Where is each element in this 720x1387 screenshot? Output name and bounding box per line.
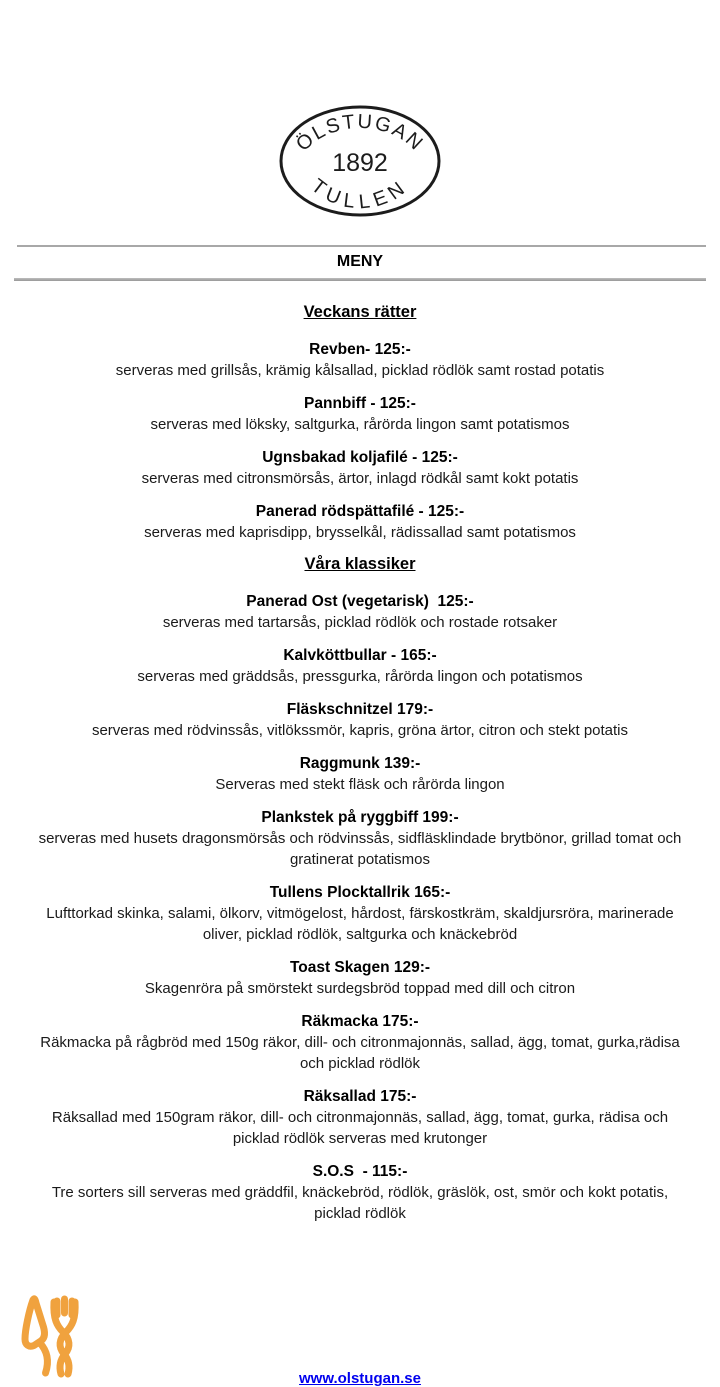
menu-item-toast-skagen bbox=[36, 957, 684, 999]
menu-item-description: Räkmacka på rågbröd med 150g räkor, dill- och citronmajonnäs, sallad, ägg, tomat, gurka,rädisa och picklad rödlök bbox=[40, 1034, 680, 1072]
menu-item-name: Panerad rödspättafilé - 125:- bbox=[255, 503, 465, 520]
menu-item-description: serveras med gräddsås, pressgurka, rårörda lingon och potatismos bbox=[137, 668, 583, 685]
menu-item-flaskschnitzel bbox=[36, 699, 684, 741]
menu-item-pannbiff bbox=[36, 393, 684, 435]
menu-item-raksallad bbox=[36, 1086, 684, 1149]
menu-item-name: Fläskschnitzel 179:- bbox=[286, 701, 434, 718]
menu-item-description: serveras med rödvinssås, vitlökssmör, kapris, gröna ärtor, citron och stekt potatis bbox=[91, 722, 629, 739]
menu-item-name: Raggmunk 139:- bbox=[299, 755, 421, 772]
menu-item-description: Serveras med stekt fläsk och rårörda lingon bbox=[215, 776, 505, 793]
menu-item-description: Räksallad med 150gram räkor, dill- och citronmajonnäs, sallad, ägg, tomat, gurka, rädisa och picklad rödlök serveras med krutonger bbox=[51, 1109, 669, 1147]
menu-title: MENY bbox=[336, 253, 384, 270]
menu-item-name: Revben- 125:- bbox=[309, 341, 411, 358]
menu-item-name: Panerad Ost (vegetarisk) 125:- bbox=[246, 593, 474, 610]
menu-item-name: Toast Skagen 129:- bbox=[289, 959, 431, 976]
menu-item-name: Kalvköttbullar - 165:- bbox=[283, 647, 437, 664]
menu-item-description: serveras med grillsås, krämig kålsallad, picklad rödlök samt rostad potatis bbox=[115, 362, 605, 379]
menu-item-kalvkottbullar bbox=[36, 645, 684, 687]
menu-item-name: Tullens Plocktallrik 165:- bbox=[269, 884, 451, 901]
menu-item-description: serveras med kaprisdipp, brysselkål, rädissallad samt potatismos bbox=[144, 524, 576, 541]
cutlery-logo-icon bbox=[18, 1293, 84, 1379]
restaurant-stamp-logo bbox=[278, 104, 442, 218]
menu-item-description: serveras med citronsmörsås, ärtor, inlagd rödkål samt kokt potatis bbox=[141, 470, 579, 487]
menu-item-description: Lufttorkad skinka, salami, ölkorv, vitmögelost, hårdost, färskostkräm, skaldjursröra, marinerade oliver, picklad rödlök, saltgurka och knäckebröd bbox=[46, 905, 674, 943]
menu-item-name: S.O.S - 115:- bbox=[312, 1163, 408, 1180]
menu-item-raggmunk bbox=[36, 753, 684, 795]
menu-item-rodspattafile bbox=[36, 501, 684, 543]
menu-item-description: serveras med husets dragonsmörsås och rödvinssås, sidfläsklindade brytbönor, grillad tomat och gratinerat potatismos bbox=[38, 830, 682, 868]
menu-item-name: Pannbiff - 125:- bbox=[304, 395, 416, 412]
website-link[interactable]: www.olstugan.se bbox=[299, 1370, 421, 1387]
menu-page bbox=[0, 104, 720, 1387]
menu-item-description: serveras med löksky, saltgurka, rårörda lingon samt potatismos bbox=[150, 416, 570, 433]
stamp-year-text: 1892 bbox=[332, 149, 388, 177]
menu-item-panerad-ost bbox=[36, 591, 684, 633]
menu-item-plocktallrik bbox=[36, 882, 684, 945]
menu-item-rakmacka bbox=[36, 1011, 684, 1074]
stamp-top-text: ÖLSTUGAN bbox=[292, 110, 428, 156]
menu-item-revben bbox=[36, 339, 684, 381]
stamp-bottom-text: TULLEN bbox=[306, 174, 414, 214]
menu-content bbox=[36, 303, 684, 1224]
knife-handle bbox=[40, 1343, 48, 1374]
divider-line-bottom bbox=[14, 278, 706, 281]
menu-item-name: Räkmacka 175:- bbox=[301, 1013, 419, 1030]
menu-item-plankstek bbox=[36, 807, 684, 870]
menu-item-name: Ugnsbakad koljafilé - 125:- bbox=[262, 449, 458, 466]
knife-blade bbox=[25, 1299, 44, 1346]
section-heading-vara-klassiker: Våra klassiker bbox=[304, 555, 416, 573]
menu-item-sos bbox=[36, 1161, 684, 1224]
menu-item-description: Tre sorters sill serveras med gräddfil, knäckebröd, rödlök, gräslök, ost, smör och kokt potatis, picklad rödlök bbox=[51, 1184, 669, 1222]
menu-item-description: Skagenröra på smörstekt surdegsbröd toppad med dill och citron bbox=[144, 980, 576, 997]
menu-item-name: Plankstek på ryggbiff 199:- bbox=[261, 809, 459, 826]
menu-item-description: serveras med tartarsås, picklad rödlök och rostade rotsaker bbox=[162, 614, 558, 631]
menu-item-name: Räksallad 175:- bbox=[303, 1088, 417, 1105]
menu-item-koljafile bbox=[36, 447, 684, 489]
section-heading-veckans-ratter: Veckans rätter bbox=[303, 303, 417, 321]
